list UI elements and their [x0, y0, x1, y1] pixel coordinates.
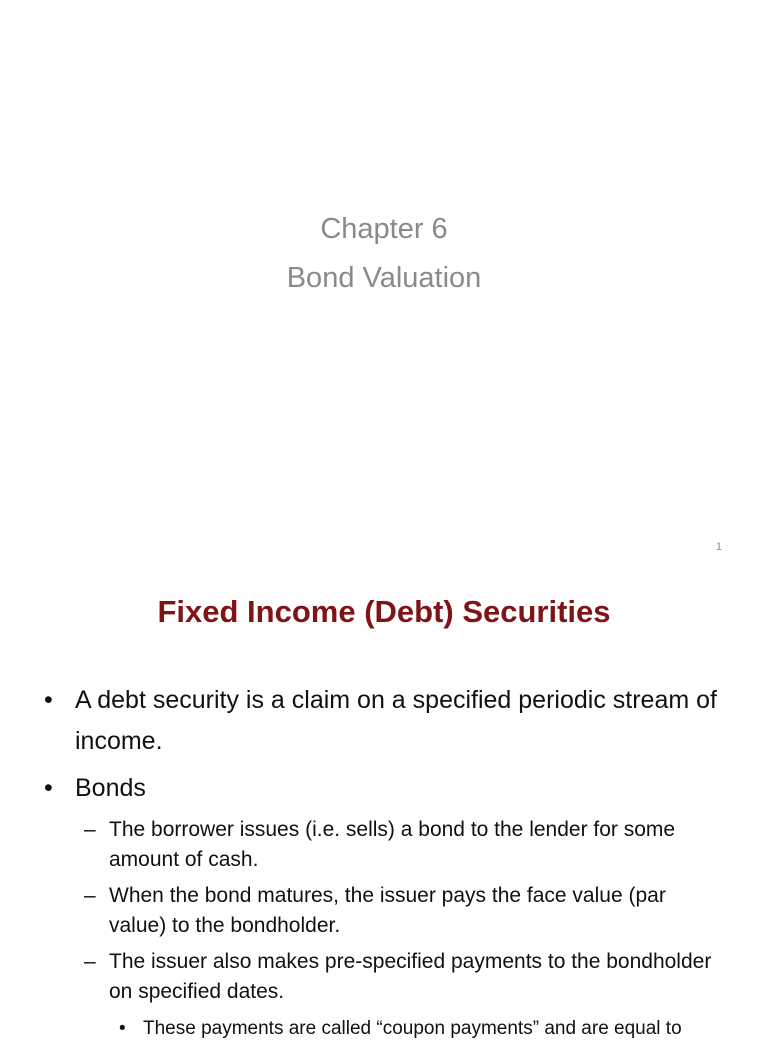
dash-icon: – — [84, 950, 96, 973]
dash-icon: – — [84, 884, 96, 907]
sub-bullet-text: The issuer also makes pre-specified payments to the bondholder on specified dates. — [109, 950, 712, 1003]
sub-bullet-item — [44, 815, 724, 875]
bullet-list — [44, 680, 724, 1043]
bullet-icon: • — [44, 686, 53, 714]
sub-bullet-item — [44, 947, 724, 1007]
sub-bullet-text: The borrower issues (i.e. sells) a bond to the lender for some amount of cash. — [109, 818, 676, 871]
bullet-icon: • — [44, 774, 53, 802]
bullet-item — [44, 680, 724, 762]
slide-2 — [0, 566, 768, 1039]
dash-icon: – — [84, 818, 96, 841]
slide-title: Fixed Income (Debt) Securities — [157, 594, 611, 629]
bullet-text: Bonds — [75, 774, 146, 802]
sub-bullet-item — [44, 881, 724, 941]
bullet-icon: • — [119, 1018, 126, 1039]
chapter-subtitle: Bond Valuation — [286, 262, 482, 294]
chapter-title: Chapter 6 — [320, 213, 448, 245]
sub-sub-bullet-text: These payments are called “coupon payments” and are equal to — [143, 1018, 682, 1039]
sub-sub-bullet-item — [44, 1015, 724, 1043]
bullet-item — [44, 768, 724, 809]
bullet-text: A debt security is a claim on a specified periodic stream of income. — [75, 686, 717, 755]
sub-bullet-text: When the bond matures, the issuer pays the face value (par value) to the bondholder. — [109, 884, 666, 937]
slide-number: 1 — [715, 541, 722, 553]
